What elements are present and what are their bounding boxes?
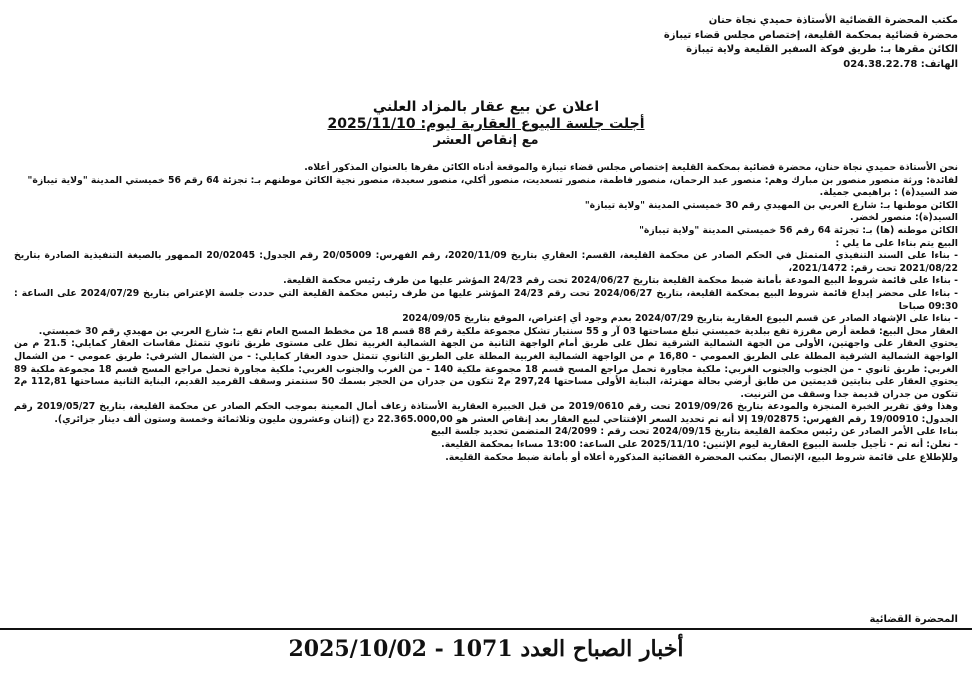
newspaper-issue: أخبار الصباح العدد 1071 [451, 636, 684, 662]
body-paragraph: الكائن موطنها بـ: شارع العربي بن المهيدي رقم 30 خميستي المدينة "ولاية تيبازة" [584, 199, 958, 211]
notice-title-block [14, 99, 958, 149]
body-paragraph: العقار محل البيع: قطعة أرض مفرزة تقع ببلدية خميستي تبلغ مساحتها 03 آر و 55 سنتيار تشكل مجموعة ملكية رقم 88 قسم 18 من مخطط المسح العام تقع بـ: شارع العربي بن مهيدي رقم 30 خميستي. [38, 325, 958, 337]
office-address: الكائن مقرها بـ: طريق فوكة السفير القليعة ولاية تيبازة [686, 44, 958, 55]
legal-notice [14, 14, 958, 634]
body-paragraph: - نعلن: أنه تم - تأجيل جلسة البيوع العقارية ليوم الإثنين: 2025/11/10 على الساعة: 13:00 مساءا بمحكمة القليعة. [441, 439, 958, 451]
body-paragraph: السيد(ة): منصور لخضر. [849, 212, 958, 224]
notice-title: اعلان عن بيع عقار بالمزاد العلني [372, 99, 600, 115]
signature: المحضرة القضائية [869, 614, 958, 625]
office-phone: الهاتف: 024.38.22.78 [843, 58, 958, 70]
body-paragraph: - بناءا على محضر إيداع قائمة شروط البيع بمحكمة القليعة، بتاريخ 2024/06/27 تحت رقم 24/23 المؤشر عليها من طرف رئيس محكمة القليعة التي حددت جلسة الإعتراض بتاريخ 2024/07/29 على الساعة : 09:30 صباحا [14, 287, 958, 312]
reduction-note: مع إنقاص العشر [433, 133, 539, 148]
newspaper-footer [0, 632, 972, 666]
body-paragraph: لفائدة: ورثة منصور منصور بن مبارك وهم: منصور عبد الرحمان، منصور فاطمة، منصور تسعديت، منصور أكلي، منصور سعيدة، منصور نجية الكائن موطنهم بـ: تجزئة 64 رقم 56 خميستي المدينة "ولاية تيبازة" [27, 174, 958, 186]
footer-separator: - [426, 636, 452, 662]
body-paragraph: - بناءا على السند التنفيذي المتمثل في الحكم الصادر عن محكمة القليعة، القسم: العقاري بتاريخ 2020/11/09، رقم الفهرس: 20/05009 رقم الجدول: 20/02045 الممهور بالصيغة التنفيذية الصادرة بتاريخ 2021/08/22 تحت رقم: 2021/1472، [14, 250, 958, 274]
body-paragraph: بناءا على الأمر الصادر عن رئيس محكمة القليعة بتاريخ 2024/09/15 تحت رقم : 24/2099 المتضمن تحديد جلسة البيع [430, 426, 958, 438]
notice-body [14, 162, 958, 464]
office-header [318, 14, 958, 72]
publication-date: 2025/10/02 [288, 636, 427, 662]
footer-divider [0, 628, 972, 630]
body-paragraph: وهذا وفق تقرير الخبرة المنجزة والمودعة بتاريخ 2019/09/26 تحت رقم 2019/0610 من قبل الخبيرة العقارية الأستاذة زعاف أمال المعينة بموجب الحكم الصادر عن محكمة القليعة، بتاريخ 2019/05/27 رقم الجدول: 19/00910 رقم الفهرس: 19/02875 إلا أنه تم تحديد السعر الإفتتاحي لبيع العقار بعد إنقاص العشر هو 22.365.000,00 دج (إثنان وعشرون مليون وثلاثمائة وخمسة وستون ألف دينار جزائري). [14, 401, 958, 425]
body-paragraph: - بناءا على قائمة شروط البيع المودعة بأمانة ضبط محكمة القليعة بتاريخ 2024/06/27 تحت رقم 24/23 المؤشر عليها من طرف رئيس محكمة القليعة. [283, 275, 958, 287]
body-paragraph: وللإطلاع على قائمة شروط البيع، الإتصال بمكتب المحضرة القضائية المذكورة أعلاه أو بأمانة ضبط محكمة القليعة. [445, 451, 958, 463]
body-paragraph: - بناءا على الإشهاد الصادر عن قسم البيوع العقارية بتاريخ 2024/07/29 بعدم وجود أي إعتراض، الموقع بتاريخ 2024/09/05 [402, 313, 958, 325]
body-paragraph: يحتوي العقار على واجهتين، الأولى من الجهة الشمالية الشرقية تطل على طريق أمام الواجهة الثانية من الجهة الشمالية الغربية تطل على مستوى طريق ثانوي تتمثل مقاسات العقار كمايلي: 21.5 م من الواجهة الشمالية الشرقية المطلة على الطريق العمومي - 16,80 م من الواجهة الشمالية الغربية المطلة على الطريق الثانوي تتمثل حدود العقار كمايلي: - من الشمال الشرقي: طريق عمومي - من الشمال الغربي: طريق ثانوي - من الجنوب والجنوب الغربي: ملكية مجاورة تحمل مراجع المسح قسم 18 مجموعة ملكية 140 - من الغرب والجنوب الغربي: ملكية مجاورة تحمل مراجع المسح قسم 18 مجموعة ملكية 89 يحتوي العقار على بنايتين قديمتين من طابق أرضي بحالة مهترئة، البناية الأولى مساحتها 297,24 م2 تتكون من جدران من الحجر بسمك 50 سنتمتر وسقف القرميد القديم، البناية الثانية مساحتها 112,81 م2 تتكون من جدران قديمة جدا وسقف من الترنيت. [14, 338, 958, 400]
office-jurisdiction: محضرة قضائية بمحكمة القليعة، إختصاص مجلس قضاء تيبازة [663, 29, 958, 41]
session-date-title: أجلت جلسة البيوع العقارية ليوم: 2025/11/10 [327, 116, 645, 132]
body-paragraph: نحن الأستاذة حميدي نجاة حنان، محضرة قضائية بمحكمة القليعة إختصاص مجلس قضاء تيبازة والموقعة أدناه الكائن مقرها بالعنوان المذكور أعلاه. [304, 162, 958, 173]
body-paragraph: البيع يتم بناءا على ما يلي : [835, 237, 958, 249]
office-name: مكتب المحضرة القضائية الأستاذة حميدي نجاة حنان [708, 15, 958, 26]
body-paragraph: الكائن موطنه (ها) بـ: تجزئة 64 رقم 56 خميستي المدينة "ولاية تيبازة" [639, 224, 958, 236]
body-paragraph: ضد السيد(ة) : براهيمي جميلة. [819, 187, 958, 199]
